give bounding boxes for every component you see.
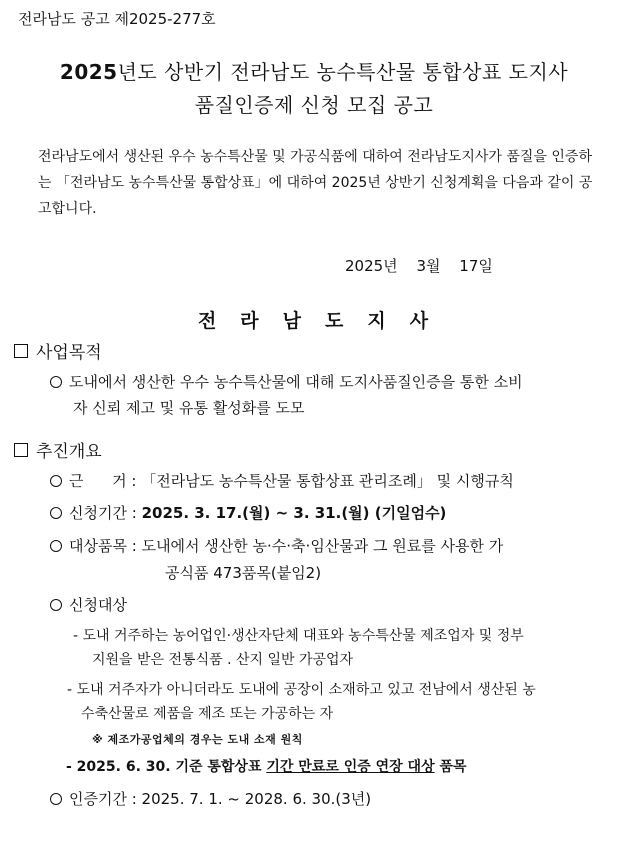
applicant-detail-2-line2: 수축산물로 제품을 제조 또는 가공하는 자 [81,706,334,722]
title-line1-text: 년도 상반기 전라남도 농수특산물 통합상표 도지사 [117,60,569,84]
period-item [50,502,446,523]
applicant-note: ※ 제조가공업체의 경우는 도내 소재 원칙 [92,733,303,746]
items-line2: 공식품 473품목(붙임2) [165,564,322,582]
items-label: 대상품목 : [69,537,137,555]
title-year: 2025 [59,60,118,84]
notice-number: 전라남도 공고 제2025-277호 [18,10,216,28]
title-line1 [0,56,628,85]
circle-bullet-icon [50,793,62,805]
section-purpose-heading [14,338,102,363]
applicant-detail-3 [66,756,467,776]
purpose-item-line1: 도내에서 생산한 우수 농수특산물에 대해 도지사품질인증을 통한 소비 [69,373,523,391]
basis-value: 「전라남도 농수특산물 통합상표 관리조례」 및 시행규칙 [141,472,514,490]
section-purpose-title: 사업목적 [36,343,102,363]
date-year: 2025년 [345,257,398,275]
items-line1: 도내에서 생산한 농·수·축·임산물과 그 원료를 사용한 가 [141,537,504,555]
title-line2: 품질인증제 신청 모집 공고 [194,93,434,117]
basis-label: 근 거 : [69,472,137,490]
applicant-detail-1-line2: 지원을 받은 전통식품 . 산지 일반 가공업자 [92,652,354,668]
detail-3-underlined: 기간 만료로 인증 연장 대상 [266,759,435,775]
purpose-item [50,371,523,392]
square-bullet-icon [14,344,28,358]
circle-bullet-icon [50,540,62,552]
date-month: 3월 [416,257,441,275]
square-bullet-icon [14,443,28,457]
circle-bullet-icon [50,376,62,388]
notice-date [345,255,505,276]
target-items-item [50,535,503,556]
intro-paragraph: 전라남도에서 생산된 우수 농수특산물 및 가공식품에 대하여 전라남도지사가 품질을 인증하는 「전라남도 농수특산물 통합상표」에 대하여 2025년 상반기 신청계획을 다음과 같이 공고합니다. [38,149,593,217]
cert-period-item [50,788,371,809]
applicant-detail-1-line1: - 도내 거주하는 농어업인·생산자단체 대표와 농수특산물 제조업자 및 정부 [73,628,524,644]
detail-3-pre: - 2025. 6. 30. 기준 통합상표 [66,759,267,775]
circle-bullet-icon [50,599,62,611]
circle-bullet-icon [50,475,62,487]
period-value: 2025. 3. 17.(월) ~ 3. 31.(월) (기일엄수) [141,504,447,522]
cert-period-text: 인증기간 : 2025. 7. 1. ~ 2028. 6. 30.(3년) [69,790,372,808]
basis-item [50,470,514,491]
purpose-item-line2: 자 신뢰 제고 및 유통 활성화를 도모 [73,399,305,417]
period-label: 신청기간 : [69,504,137,522]
section-overview-title: 추진개요 [36,442,102,462]
applicant-item [50,594,127,615]
issuer-name: 전라남도지사 [197,310,453,332]
circle-bullet-icon [50,507,62,519]
date-day: 17일 [459,257,493,275]
applicant-label: 신청대상 [69,596,127,614]
detail-3-post: 품목 [434,759,467,775]
section-overview-heading [14,437,102,462]
applicant-detail-2-line1: - 도내 거주자가 아니더라도 도내에 공장이 소재하고 있고 전남에서 생산된 농 [67,682,536,698]
